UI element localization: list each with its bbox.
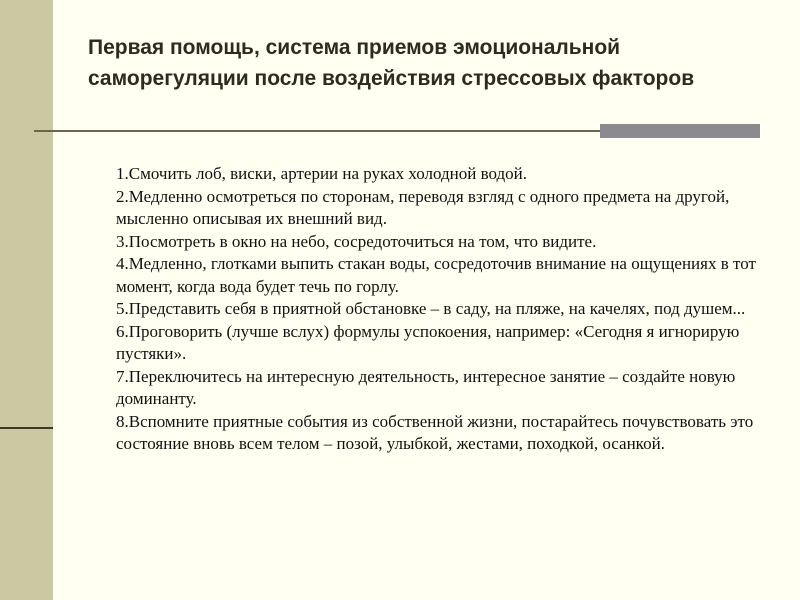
step-5: 5.Представить себя в приятной обстановке – в саду, на пляже, на качелях, под душем...: [116, 299, 746, 318]
step-6: 6.Проговорить (лучше вслух) формулы успокоения, например: «Сегодня я игнорирую пустяки».: [116, 321, 740, 363]
left-bar-underline: [0, 427, 53, 429]
step-7: 7.Переключитесь на интересную деятельность, интересное занятие – создайте новую доминанту.: [116, 366, 736, 408]
title-divider-block: [600, 124, 760, 138]
step-1: 1.Смочить лоб, виски, артерии на руках холодной водой.: [116, 164, 527, 183]
step-3: 3.Посмотреть в окно на небо, сосредоточиться на том, что видите.: [116, 231, 597, 251]
title-divider-line: [34, 130, 600, 132]
steps-list: [116, 163, 766, 456]
step-8: 8.Вспомните приятные события из собственной жизни, постарайтесь почувствовать это состояние вновь всем телом – позой, улыбкой, жестами, походкой, осанкой.: [116, 411, 754, 453]
step-4: 4.Медленно, глотками выпить стакан воды, сосредоточив внимание на ощущениях в тот момент, когда вода будет течь по горлу.: [116, 254, 756, 296]
slide-title: Первая помощь, система приемов эмоциональной саморегуляции после воздействия стрессовых факторов: [88, 36, 695, 90]
left-decorative-bar: [0, 0, 53, 600]
step-2: 2.Медленно осмотреться по сторонам, переводя взгляд с одного предмета на другой, мысленно описывая их внешний вид.: [116, 186, 730, 228]
